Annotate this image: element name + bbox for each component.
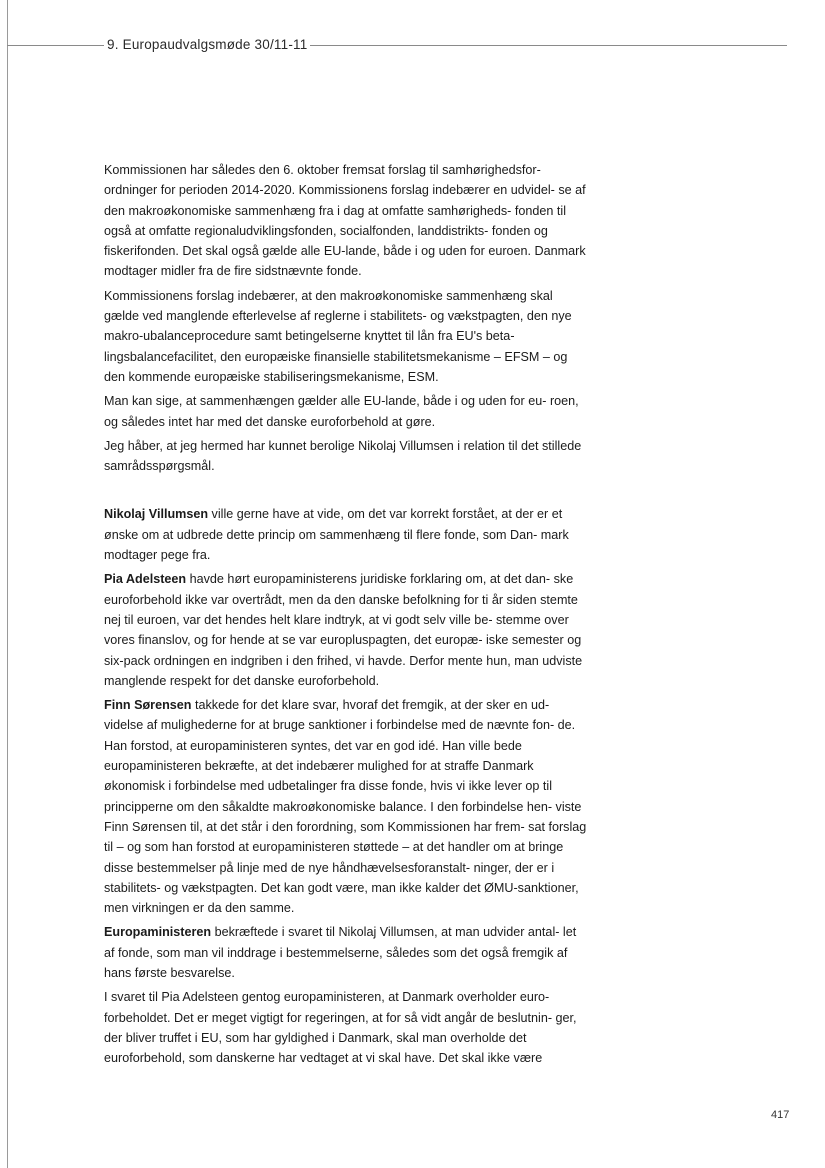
document-body — [104, 160, 588, 1072]
speaker-name: Pia Adelsteen — [104, 572, 187, 587]
paragraph-text: Man kan sige, at sammenhængen gælder alle EU-lande, både i og uden for eu- roen, og således intet har med det danske euroforbehold at gøre. — [104, 394, 579, 429]
paragraph — [104, 504, 588, 565]
paragraph-text: Jeg håber, at jeg hermed har kunnet berolige Nikolaj Villumsen i relation til det stillede samrådsspørgsmål. — [104, 438, 582, 474]
speaker-name: Europaministeren — [104, 925, 212, 940]
paragraph-text: bekræftede i svaret til Nikolaj Villumsen, at man udvider antal- let af fonde, som man vil inddrage i bestemmelserne, således som det også fremgik af hans første besvarelse. — [104, 925, 577, 980]
speaker-name: Nikolaj Villumsen — [104, 507, 209, 522]
speaker-name: Finn Sørensen — [104, 698, 192, 713]
paragraph-text: Kommissionens forslag indebærer, at den makroøkonomiske sammenhæng skal gælde ved manglende efterlevelse af reglerne i stabilitets- og vækstpagten, den nye makro-ubalanceprocedure samt betingelserne knyttet til lån fra EU's beta- lingsbalancefacilitet, den europæiske finansielle stabilitetsmekanisme – EFSM – og den kommende europæiske stabiliseringsmekanisme, ESM. — [104, 288, 572, 384]
page-left-edge — [7, 0, 8, 1168]
paragraph — [104, 922, 588, 983]
paragraph-text: havde hørt europaministerens juridiske forklaring om, at det dan- ske euroforbehold ikke var overtrådt, men da den danske befolkning for ti år siden stemte nej til euroen, var det hendes helt klare indtryk, at vi godt selv ville be- stemme over vores finanslov, og for hende at se var europluspagten, det europæ- iske semester og six-pack ordningen en indgriben i den frihed, vi havde. Derfor mente hun, man udviste manglende respekt for det danske euroforbehold. — [104, 572, 583, 688]
paragraph-text: Kommissionen har således den 6. oktober fremsat forslag til samhørighedsfor- ordninger for perioden 2014-2020. Kommissionens forslag indebærer en udvidel- se af den makroøkonomiske sammenhæng fra i dag at omfatte samhørigheds- fonden til også at omfatte regionaludviklingsfonden, socialfonden, landdistrikts- fonden og fiskerifonden. Det skal også gælde alle EU-lande, både i og uden for euroen. Danmark modtager midler fra de fire sidstnævnte fonde. — [104, 163, 586, 279]
page-header-title: 9. Europaudvalgsmøde 30/11-11 — [104, 37, 310, 52]
paragraph — [104, 391, 588, 432]
page-number: 417 — [771, 1109, 790, 1121]
paragraph — [104, 436, 588, 477]
paragraph-text: I svaret til Pia Adelsteen gentog europaministeren, at Danmark overholder euro- forbeholdet. Det er meget vigtigt for regeringen, at for så vidt angår de beslutnin- ger, der bliver truffet i EU, som har gyldighed i Danmark, skal man overholde det euroforbehold, som danskerne har vedtaget at vi skal have. Det skal ikke være — [104, 990, 577, 1066]
paragraph — [104, 569, 588, 691]
paragraph — [104, 286, 588, 387]
paragraph-text: ville gerne have at vide, om det var korrekt forstået, at der er et ønske om at udbrede dette princip om sammenhæng til flere fonde, som Dan- mark modtager pege fra. — [104, 507, 569, 563]
paragraph — [104, 695, 588, 918]
paragraph — [104, 160, 588, 282]
paragraph — [104, 987, 588, 1068]
paragraph-text: takkede for det klare svar, hvoraf det fremgik, at der sker en ud- videlse af mulighederne for at bruge sanktioner i forbindelse med de nævnte fon- de. Han forstod, at europaministeren syntes, det var en god idé. Han ville bede europaministeren bekræfte, at det indebærer mulighed for at straffe Danmark økonomisk i forbindelse med udbetalinger fra disse fonde, hvis vi ikke lever op til principperne om den såkaldte makroøkonomiske balance. I den forbindelse hen- viste Finn Sørensen til, at det står i den forordning, som Kommissionen har frem- sat forslag til – og som han forstod at europaministeren støttede – at det handler om at bringe disse bestemmelser på linje med de nye håndhævelsesforanstalt- ninger, der er i stabilitets- og vækstpagten. Det kan godt være, man ikke kalder det ØMU-sanktioner, men virkningen er da den samme. — [104, 698, 587, 916]
